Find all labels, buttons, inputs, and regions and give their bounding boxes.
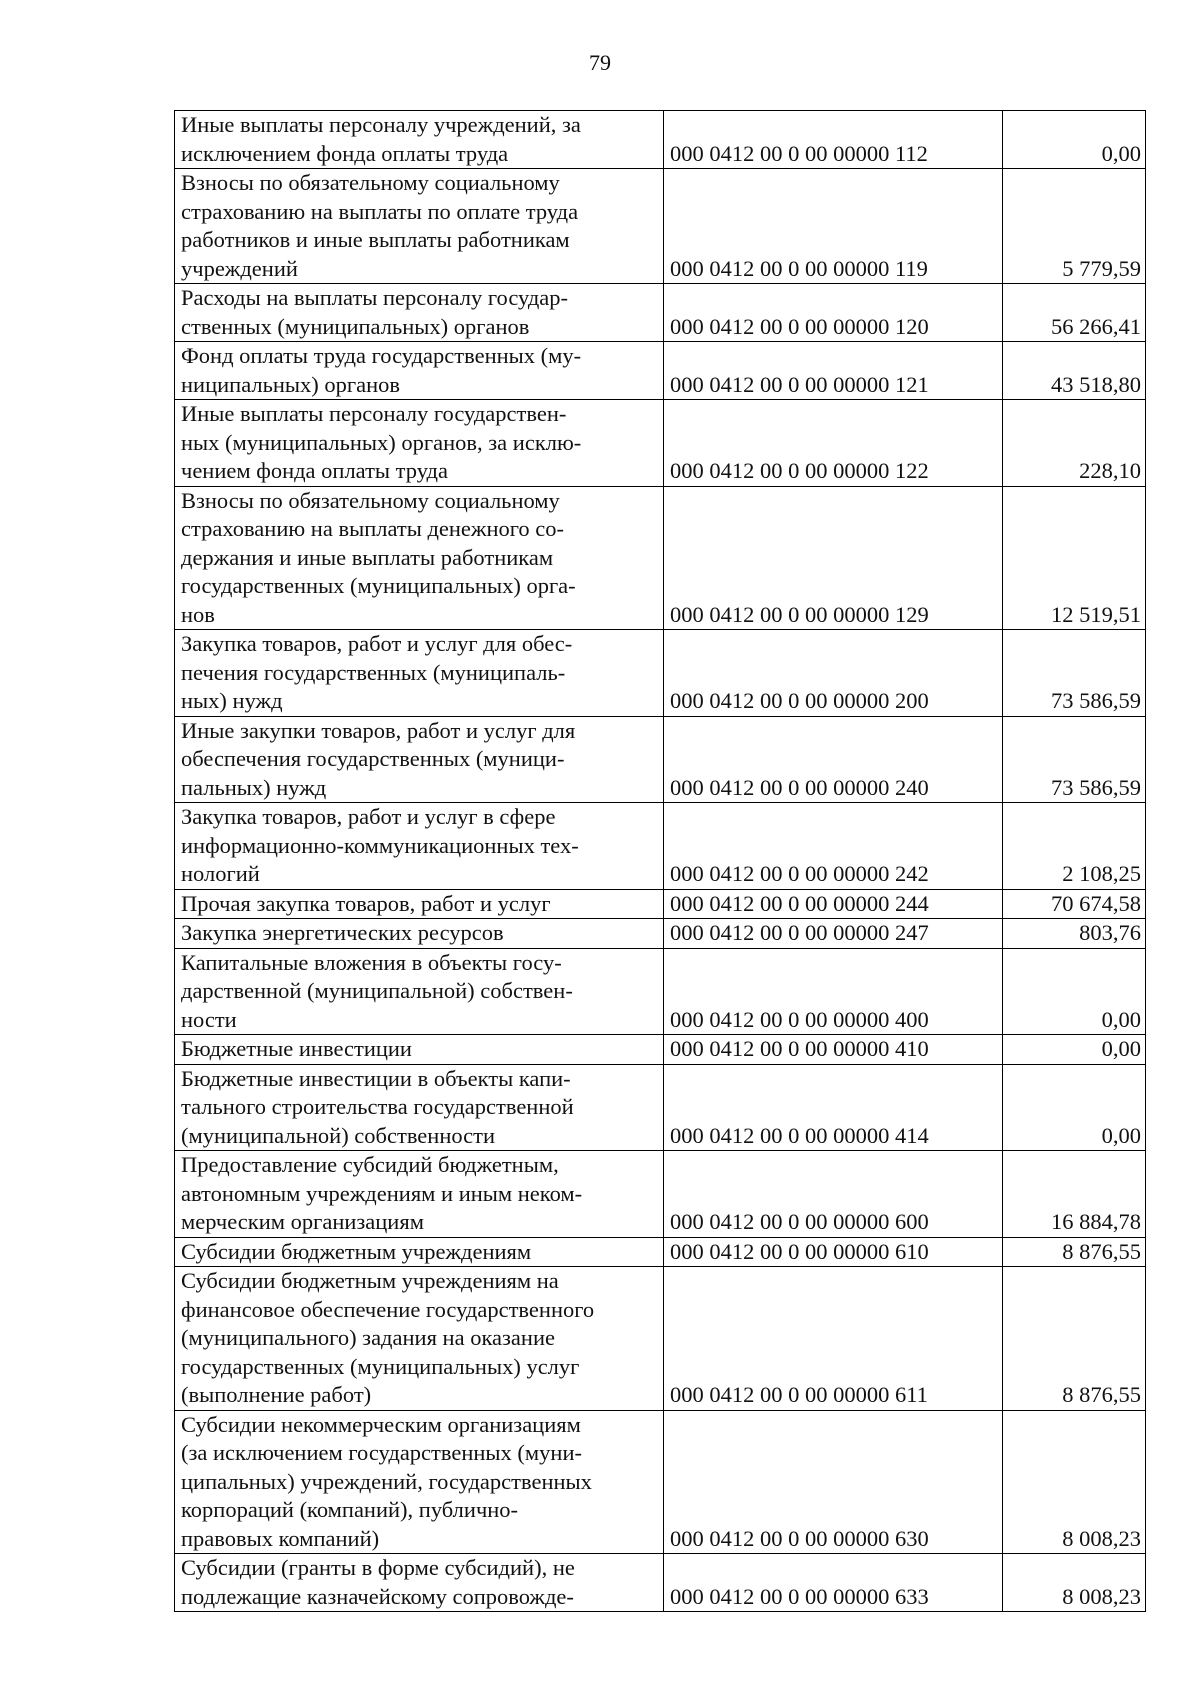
row-budget-code: 000 0412 00 0 00 00000 119 (664, 169, 1003, 284)
description-line: автономным учреждениям и иным неком- (181, 1180, 583, 1206)
description-line: финансовое обеспечение государственного (181, 1296, 595, 1322)
row-amount: 0,00 (1003, 1035, 1146, 1065)
row-budget-code: 000 0412 00 0 00 00000 129 (664, 486, 1003, 630)
description-line: Субсидии бюджетным учреждениям (181, 1238, 532, 1264)
row-amount: 16 884,78 (1003, 1151, 1146, 1238)
row-amount: 73 586,59 (1003, 630, 1146, 717)
row-amount: 8 876,55 (1003, 1237, 1146, 1267)
description-line: ственных (муниципальных) органов (181, 313, 530, 339)
description-line: нологий (181, 861, 260, 886)
row-budget-code: 000 0412 00 0 00 00000 410 (664, 1035, 1003, 1065)
table-row (175, 1064, 1146, 1151)
row-amount: 0,00 (1003, 948, 1146, 1035)
description-line: Предоставление субсидий бюджетным, (181, 1152, 559, 1177)
table-row (175, 1267, 1146, 1411)
table-row (175, 1035, 1146, 1065)
row-amount: 0,00 (1003, 111, 1146, 169)
row-description (175, 889, 664, 919)
table-row (175, 948, 1146, 1035)
description-line: мерческим организациям (181, 1209, 424, 1234)
table-row (175, 919, 1146, 949)
row-description (175, 948, 664, 1035)
row-description (175, 1035, 664, 1065)
row-budget-code: 000 0412 00 0 00 00000 121 (664, 342, 1003, 400)
table-row (175, 1554, 1146, 1612)
description-line: Бюджетные инвестиции (181, 1036, 412, 1061)
description-line: ниципальных) органов (181, 371, 401, 397)
description-line: (муниципального) задания на оказание (181, 1325, 555, 1350)
description-line: ных (муниципальных) органов, за исклю- (181, 429, 582, 455)
description-line: ных) нужд (181, 688, 283, 713)
description-line: Взносы по обязательному социальному (181, 170, 560, 195)
row-description (175, 342, 664, 400)
table-row (175, 486, 1146, 630)
table-row (175, 342, 1146, 400)
row-description (175, 1151, 664, 1238)
description-line: дарственной (муниципальной) собствен- (181, 978, 573, 1003)
row-amount: 73 586,59 (1003, 716, 1146, 803)
row-budget-code: 000 0412 00 0 00 00000 120 (664, 284, 1003, 342)
expenditure-table (174, 110, 1146, 1612)
row-budget-code: 000 0412 00 0 00 00000 244 (664, 889, 1003, 919)
row-budget-code: 000 0412 00 0 00 00000 240 (664, 716, 1003, 803)
row-amount: 5 779,59 (1003, 169, 1146, 284)
row-description (175, 919, 664, 949)
table-row (175, 630, 1146, 717)
table-row (175, 889, 1146, 919)
description-line: пальных) нужд (181, 774, 327, 800)
row-budget-code: 000 0412 00 0 00 00000 200 (664, 630, 1003, 717)
description-line: Закупка товаров, работ и услуг в сфере (181, 804, 556, 829)
row-amount: 8 008,23 (1003, 1554, 1146, 1612)
row-amount: 8 008,23 (1003, 1410, 1146, 1554)
row-budget-code: 000 0412 00 0 00 00000 600 (664, 1151, 1003, 1238)
description-line: печения государственных (муниципаль- (181, 659, 566, 685)
description-line: подлежащие казначейскому сопровожде- (181, 1583, 574, 1609)
table-row (175, 111, 1146, 169)
row-description (175, 1410, 664, 1554)
table-row (175, 803, 1146, 890)
description-line: страхованию на выплаты денежного со- (181, 516, 565, 541)
description-line: обеспечения государственных (муници- (181, 746, 565, 771)
row-budget-code: 000 0412 00 0 00 00000 414 (664, 1064, 1003, 1151)
description-line: работников и иные выплаты работникам (181, 227, 570, 252)
row-budget-code: 000 0412 00 0 00 00000 400 (664, 948, 1003, 1035)
row-budget-code: 000 0412 00 0 00 00000 247 (664, 919, 1003, 949)
description-line: Расходы на выплаты персоналу государ- (181, 285, 569, 310)
row-budget-code: 000 0412 00 0 00 00000 633 (664, 1554, 1003, 1612)
row-amount: 803,76 (1003, 919, 1146, 949)
page-number: 79 (589, 50, 611, 75)
table-row (175, 716, 1146, 803)
row-budget-code: 000 0412 00 0 00 00000 122 (664, 400, 1003, 487)
description-line: исключением фонда оплаты труда (181, 140, 509, 166)
row-amount: 2 108,25 (1003, 803, 1146, 890)
description-line: Закупка энергетических ресурсов (181, 920, 504, 945)
row-amount: 70 674,58 (1003, 889, 1146, 919)
row-budget-code: 000 0412 00 0 00 00000 630 (664, 1410, 1003, 1554)
description-line: Иные закупки товаров, работ и услуг для (181, 717, 576, 743)
description-line: Субсидии некоммерческим организациям (181, 1411, 581, 1437)
row-budget-code: 000 0412 00 0 00 00000 242 (664, 803, 1003, 890)
row-description (175, 1237, 664, 1267)
row-description (175, 284, 664, 342)
row-budget-code: 000 0412 00 0 00 00000 112 (664, 111, 1003, 169)
description-line: учреждений (181, 255, 298, 281)
table-row (175, 400, 1146, 487)
description-line: информационно-коммуникационных тех- (181, 832, 579, 858)
row-budget-code: 000 0412 00 0 00 00000 610 (664, 1237, 1003, 1267)
table-row (175, 1410, 1146, 1554)
description-line: (муниципальной) собственности (181, 1122, 496, 1148)
description-line: Взносы по обязательному социальному (181, 487, 560, 513)
row-amount: 56 266,41 (1003, 284, 1146, 342)
description-line: ности (181, 1006, 237, 1032)
table-row (175, 284, 1146, 342)
row-description (175, 400, 664, 487)
row-description (175, 1267, 664, 1411)
row-amount: 43 518,80 (1003, 342, 1146, 400)
row-description (175, 803, 664, 890)
table-row (175, 169, 1146, 284)
row-description (175, 1064, 664, 1151)
description-line: правовых компаний) (181, 1525, 380, 1551)
description-line: страхованию на выплаты по оплате труда (181, 198, 579, 224)
row-amount: 228,10 (1003, 400, 1146, 487)
row-amount: 12 519,51 (1003, 486, 1146, 630)
description-line: Капитальные вложения в объекты госу- (181, 949, 562, 975)
row-description (175, 169, 664, 284)
description-line: Иные выплаты персоналу учреждений, за (181, 112, 581, 137)
description-line: (за исключением государственных (муни- (181, 1440, 582, 1465)
description-line: корпораций (компаний), публично- (181, 1497, 519, 1522)
description-line: Бюджетные инвестиции в объекты капи- (181, 1065, 571, 1091)
row-description (175, 716, 664, 803)
row-description (175, 1554, 664, 1612)
table-row (175, 1151, 1146, 1238)
row-amount: 8 876,55 (1003, 1267, 1146, 1411)
description-line: Иные выплаты персоналу государствен- (181, 401, 567, 426)
description-line: Закупка товаров, работ и услуг для обес- (181, 631, 573, 656)
row-budget-code: 000 0412 00 0 00 00000 611 (664, 1267, 1003, 1411)
description-line: Субсидии (гранты в форме субсидий), не (181, 1555, 575, 1580)
description-line: тального строительства государственной (181, 1094, 574, 1119)
description-line: нов (181, 601, 215, 627)
description-line: государственных (муниципальных) орга- (181, 573, 576, 598)
row-description (175, 630, 664, 717)
description-line: Прочая закупка товаров, работ и услуг (181, 890, 551, 916)
description-line: чением фонда оплаты труда (181, 458, 448, 483)
table-row (175, 1237, 1146, 1267)
row-description (175, 111, 664, 169)
description-line: Субсидии бюджетным учреждениям на (181, 1268, 559, 1293)
row-description (175, 486, 664, 630)
description-line: ципальных) учреждений, государственных (181, 1468, 592, 1494)
description-line: (выполнение работ) (181, 1382, 372, 1407)
description-line: Фонд оплаты труда государственных (му- (181, 343, 582, 368)
table-body (175, 111, 1146, 1612)
row-amount: 0,00 (1003, 1064, 1146, 1151)
description-line: держания и иные выплаты работникам (181, 544, 554, 570)
description-line: государственных (муниципальных) услуг (181, 1353, 580, 1379)
